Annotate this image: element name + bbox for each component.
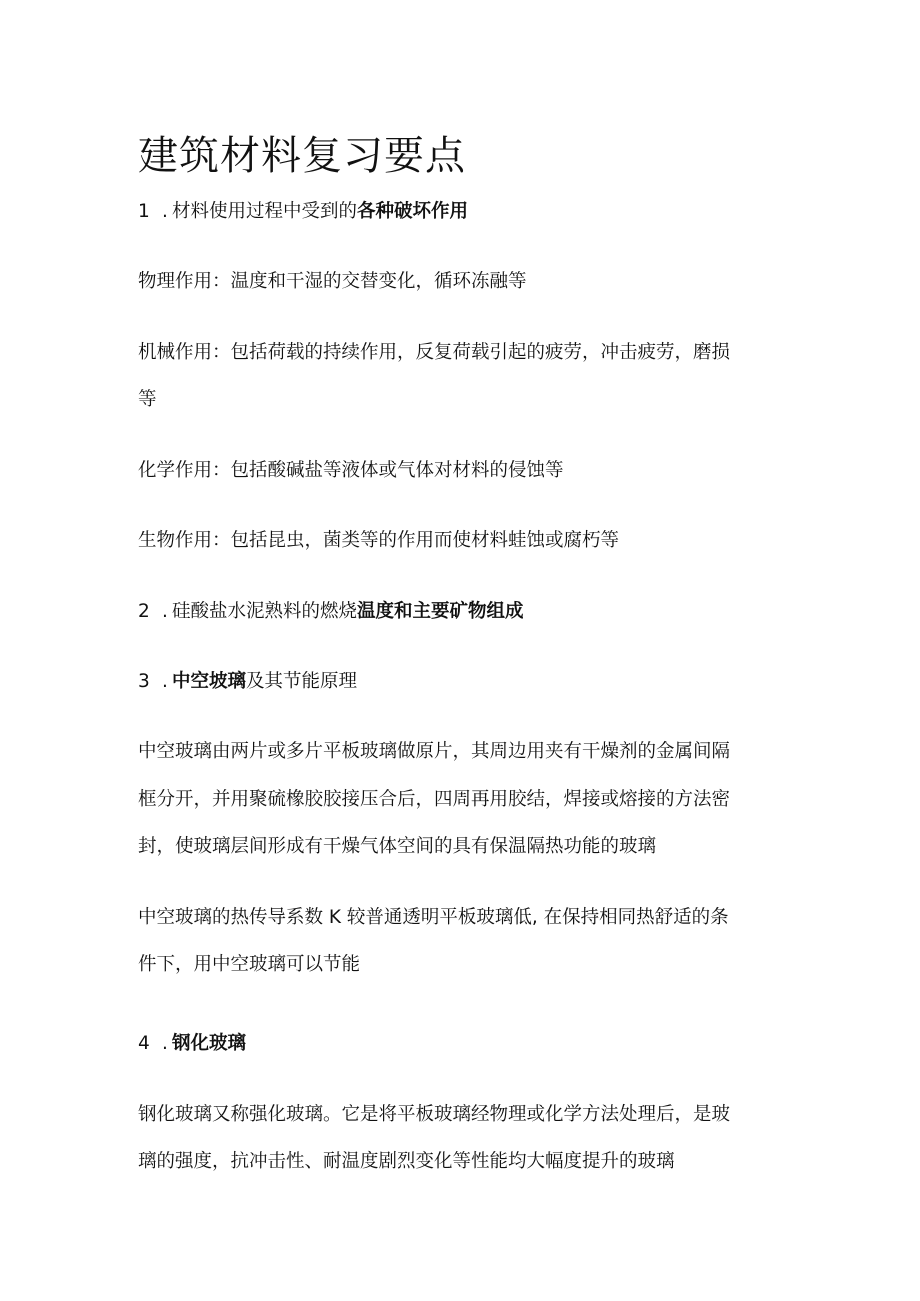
section-heading-bold: 钢化玻璃 [172,1033,247,1054]
section-4-heading [138,1032,246,1056]
paragraph-chemical: 化学作用：包括酸碱盐等液体或气体对材料的侵蚀等 [138,460,564,481]
section-heading-text: 硅酸盐水泥熟料的燃烧 [172,601,358,622]
section-1-heading [138,200,468,224]
paragraph-mechanical: 机械作用：包括荷载的持续作用，反复荷载引起的疲劳，冲击疲劳，磨损 [138,342,731,363]
paragraph-hollow-glass-line-1: 中空玻璃由两片或多片平板玻璃做原片，其周边用夹有干燥剂的金属间隔 [138,741,731,762]
section-heading-bold: 各种破坏作用 [357,201,469,222]
section-heading-bold: 中空坡璃 [172,671,247,692]
section-separator: . [162,201,168,222]
paragraph-hollow-glass-line-3: 封，使玻璃层间形成有干燥气体空间的具有保温隔热功能的玻璃 [138,836,657,857]
section-separator: . [162,601,168,622]
paragraph-tempered-glass-line-2: 璃的强度，抗冲击性、耐温度剧烈变化等性能均大幅度提升的玻璃 [138,1151,675,1172]
paragraph-mechanical-cont: 等 [138,389,157,410]
paragraph-physical: 物理作用：温度和干湿的交替变化，循环冻融等 [138,271,527,292]
paragraph-hollow-glass-line-2: 框分开，并用聚硫橡胶胶接压合后，四周再用胶结，焊接或熔接的方法密 [138,789,731,810]
section-separator: . [162,671,168,692]
section-2-heading [138,600,524,624]
section-number: 2 [138,601,150,622]
section-3-heading [138,670,357,694]
paragraph-biological: 生物作用：包括昆虫，菌类等的作用而使材料蛙蚀或腐朽等 [138,530,620,551]
section-number: 1 [138,201,150,222]
document-title: 建筑材料复习要点 [138,133,466,179]
section-heading-text: 及其节能原理 [246,671,358,692]
paragraph-tempered-glass-line-1: 钢化玻璃又称强化玻璃。它是将平板玻璃经物理或化学方法处理后，是玻 [138,1104,731,1125]
section-heading-text: 材料使用过程中受到的 [172,201,358,222]
section-number: 4 [138,1033,150,1054]
paragraph-energy-saving-line-1: 中空玻璃的热传导系数 K 较普通透明平板玻璃低, 在保持相同热舒适的条 [138,907,729,928]
section-number: 3 [138,671,150,692]
paragraph-energy-saving-line-2: 件下，用中空玻璃可以节能 [138,954,361,975]
section-separator: . [162,1033,168,1054]
section-heading-bold: 温度和主要矿物组成 [357,601,524,622]
